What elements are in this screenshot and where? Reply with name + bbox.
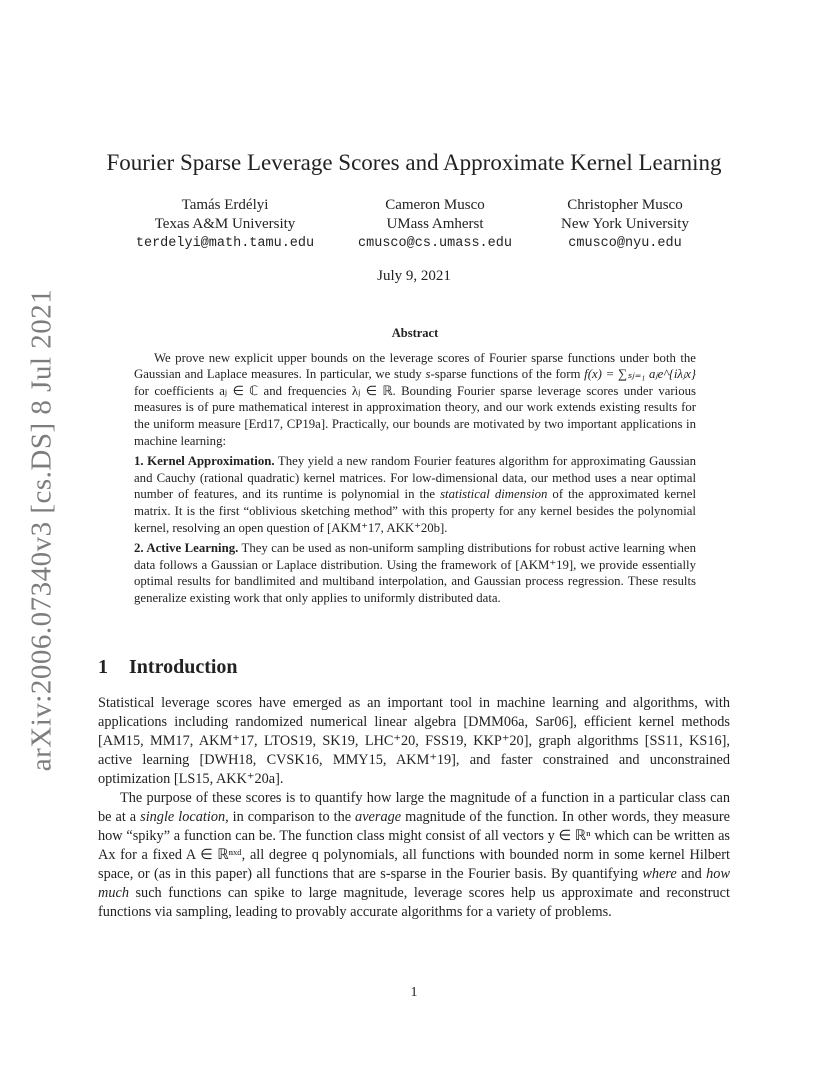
paper-title: Fourier Sparse Leverage Scores and Approximate Kernel Learning [106, 150, 722, 175]
publication-date: July 9, 2021 [377, 268, 451, 284]
section-heading [98, 656, 238, 679]
author-1 [125, 196, 325, 253]
paragraph: Statistical leverage scores have emerged as an important tool in machine learning and algorithms, with applications including randomized numerical linear algebra [DMM06a, Sar06], efficient kernel methods [AM15, MM17, AKM⁺17, LTOS19, SK19, LHC⁺20, FSS19, KKP⁺20], graph algorithms [SS11, KS16], active learning [DWH18, CVSK16, MMY15, AKM⁺19], and faster constrained and unconstrained optimization [LS15, AKK⁺20a]. [98, 695, 730, 787]
body-text [98, 694, 730, 922]
author-name: Christopher Musco [567, 197, 683, 213]
author-name: Cameron Musco [385, 197, 485, 213]
author-name: Tamás Erdélyi [181, 197, 269, 213]
arxiv-identifier: arXiv:2006.07340v3 [cs.DS] 8 Jul 2021 [25, 288, 58, 772]
abstract-item-2: 2. Active Learning. They can be used as non-uniform sampling distributions for robust active learning when data follows a Gaussian or Laplace distribution. Using the framework of [AKM⁺19], we provide essentially optimal results for bandlimited and multiband interpolation, and Gaussian process regression. These results generalize existing work that only applies to uniformly distributed data. [134, 541, 696, 605]
page-number: 1 [410, 985, 418, 1000]
author-2 [335, 196, 535, 253]
abstract-heading: Abstract [391, 326, 439, 340]
author-email: cmusco@cs.umass.edu [358, 236, 512, 251]
section-title: Introduction [129, 656, 238, 678]
author-block [0, 196, 828, 266]
author-3 [520, 196, 730, 253]
author-email: terdelyi@math.tamu.edu [135, 236, 315, 251]
author-affiliation: UMass Amherst [386, 216, 484, 232]
author-affiliation: Texas A&M University [154, 216, 296, 232]
author-affiliation: New York University [561, 216, 689, 232]
section-number: 1 [98, 656, 108, 678]
abstract-item-1: 1. Kernel Approximation. They yield a new random Fourier features algorithm for approximating Gaussian and Cauchy (rational quadratic) kernel matrices. For low-dimensional data, our method uses a near optimal number of features, and its runtime is polynomial in the statistical dimension of the approximated kernel matrix. It is the first “oblivious sketching method” with this property for any kernel besides the polynomial kernel, resolving an open question of [AKM⁺17, AKK⁺20b]. [134, 454, 696, 535]
abstract [134, 325, 696, 611]
inline-formula: f(x) = ∑ₛⱼ₌₁ aⱼe^{iλⱼx} [584, 367, 696, 382]
author-email: cmusco@nyu.edu [568, 236, 682, 251]
abstract-intro: We prove new explicit upper bounds on the leverage scores of Fourier sparse functions under both the Gaussian and Laplace measures. In particular, we study s-sparse functions of the form f(x) = ∑ₛⱼ₌₁ aⱼe^{iλⱼx} for coefficients aⱼ ∈ ℂ and frequencies λⱼ ∈ ℝ. Bounding Fourier sparse leverage scores under various measures is of pure mathematical interest in approximation theory, and our work extends existing results for the uniform measure [Erd17, CP19a]. Practically, our bounds are motivated by two important applications in machine learning: [134, 350, 696, 448]
paragraph: The purpose of these scores is to quantify how large the magnitude of a function in a particular class can be at a single location, in comparison to the average magnitude of the function. In other words, they measure how “spiky” a function can be. The function class might consist of all vectors y ∈ ℝⁿ which can be written as Ax for a fixed A ∈ ℝⁿˣᵈ, all degree q polynomials, all functions with bounded norm in some kernel Hilbert space, or (as in this paper) all functions that are s-sparse in the Fourier basis. By quantifying where and how much such functions can spike to large magnitude, leverage scores help us approximate and reconstruct functions via sampling, leading to provably accurate algorithms for a variety of problems. [98, 790, 730, 920]
